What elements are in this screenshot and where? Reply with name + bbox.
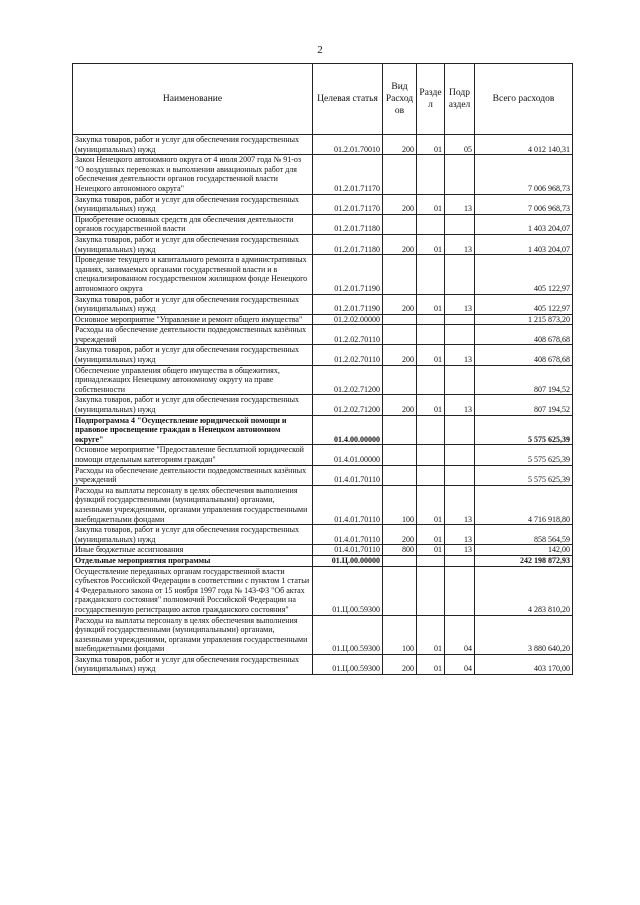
row-target-article: 01.4.01.70110 [313, 525, 383, 545]
row-section: 01 [417, 654, 445, 674]
row-subsection [445, 214, 475, 234]
row-total: 858 564,59 [475, 525, 573, 545]
table-row [73, 234, 573, 254]
row-subsection: 13 [445, 545, 475, 556]
row-subsection: 13 [445, 345, 475, 365]
row-section: 01 [417, 485, 445, 524]
row-target-article: 01.2.02.70110 [313, 345, 383, 365]
row-name: Обеспечение управления общего имущества в общежитиях, принадлежащих Ненецкому автономному округу на праве собственности [73, 365, 313, 395]
table-row [73, 555, 573, 566]
row-expense-type: 200 [383, 654, 417, 674]
row-section [417, 445, 445, 465]
header-total: Всего расходов [475, 64, 573, 135]
row-subsection [445, 566, 475, 615]
row-expense-type [383, 155, 417, 194]
row-total: 1 215 873,20 [475, 314, 573, 325]
table-row [73, 415, 573, 445]
row-section [417, 325, 445, 345]
row-target-article: 01.4.01.70110 [313, 465, 383, 485]
row-target-article: 01.4.01.70110 [313, 485, 383, 524]
row-expense-type [383, 566, 417, 615]
row-expense-type [383, 214, 417, 234]
row-total: 405 122,97 [475, 294, 573, 314]
row-name: Закупка товаров, работ и услуг для обеспечения государственных (муниципальных) нужд [73, 135, 313, 155]
table-row [73, 566, 573, 615]
row-expense-type: 200 [383, 525, 417, 545]
table-row [73, 525, 573, 545]
row-target-article: 01.4.01.00000 [313, 445, 383, 465]
row-total: 142,00 [475, 545, 573, 556]
row-expense-type [383, 415, 417, 445]
row-expense-type: 800 [383, 545, 417, 556]
header-target-article: Целевая статья [313, 64, 383, 135]
row-subsection: 13 [445, 485, 475, 524]
table-row [73, 654, 573, 674]
row-expense-type [383, 465, 417, 485]
table-row [73, 485, 573, 524]
row-name: Основное мероприятие "Предоставление бесплатной юридической помощи отдельным категориям граждан" [73, 445, 313, 465]
row-expense-type [383, 445, 417, 465]
row-name: Иные бюджетные ассигнования [73, 545, 313, 556]
row-name: Закупка товаров, работ и услуг для обеспечения государственных (муниципальных) нужд [73, 194, 313, 214]
row-name: Расходы на обеспечение деятельности подведомственных казённых учреждений [73, 325, 313, 345]
row-section: 01 [417, 615, 445, 654]
row-subsection [445, 325, 475, 345]
row-target-article: 01.2.02.70110 [313, 325, 383, 345]
row-subsection [445, 555, 475, 566]
header-expense-type: Вид Расход ов [383, 64, 417, 135]
row-total: 403 170,00 [475, 654, 573, 674]
row-name: Закупка товаров, работ и услуг для обеспечения государственных (муниципальных) нужд [73, 294, 313, 314]
row-target-article: 01.Ц.00.59300 [313, 615, 383, 654]
row-section: 01 [417, 345, 445, 365]
page-number: 2 [317, 44, 323, 56]
table-header-row [73, 64, 573, 135]
row-total: 5 575 625,39 [475, 445, 573, 465]
table-row [73, 545, 573, 556]
row-expense-type: 200 [383, 294, 417, 314]
table-row [73, 445, 573, 465]
table-row [73, 325, 573, 345]
row-expense-type [383, 255, 417, 294]
row-section [417, 555, 445, 566]
row-section: 01 [417, 395, 445, 415]
row-subsection: 13 [445, 194, 475, 214]
row-expense-type: 200 [383, 345, 417, 365]
row-name: Закупка товаров, работ и услуг для обеспечения государственных (муниципальных) нужд [73, 345, 313, 365]
row-subsection: 05 [445, 135, 475, 155]
row-target-article: 01.2.01.70010 [313, 135, 383, 155]
row-total: 807 194,52 [475, 365, 573, 395]
row-expense-type: 200 [383, 234, 417, 254]
row-subsection [445, 314, 475, 325]
row-expense-type: 200 [383, 135, 417, 155]
row-name: Проведение текущего и капитального ремонта в административных зданиях, занимаемых органами государственной власти и в специализированном государственном жилищном фонде Ненецкого автономного округа [73, 255, 313, 294]
row-expense-type [383, 555, 417, 566]
row-section: 01 [417, 194, 445, 214]
row-total: 4 012 140,31 [475, 135, 573, 155]
row-name: Закон Ненецкого автономного округа от 4 июля 2007 года № 91-оз "О воздушных перевозках и выполнении авиационных работ для обеспечения деятельности органов государственной власти Ненецкого автономного округа" [73, 155, 313, 194]
row-expense-type: 200 [383, 395, 417, 415]
row-subsection: 13 [445, 294, 475, 314]
row-total: 4 716 918,80 [475, 485, 573, 524]
row-subsection [445, 365, 475, 395]
table-row [73, 395, 573, 415]
table-row [73, 194, 573, 214]
row-name: Приобретение основных средств для обеспечения деятельности органов государственной власти [73, 214, 313, 234]
row-section: 01 [417, 294, 445, 314]
row-section [417, 415, 445, 445]
row-name: Отдельные мероприятия программы [73, 555, 313, 566]
row-target-article: 01.Ц.00.59300 [313, 654, 383, 674]
header-subsection: Подр аздел [445, 64, 475, 135]
row-expense-type [383, 325, 417, 345]
row-subsection [445, 465, 475, 485]
row-name: Закупка товаров, работ и услуг для обеспечения государственных (муниципальных) нужд [73, 234, 313, 254]
row-subsection: 04 [445, 654, 475, 674]
row-total: 5 575 625,39 [475, 415, 573, 445]
row-target-article: 01.2.02.71200 [313, 395, 383, 415]
row-total: 7 006 968,73 [475, 194, 573, 214]
row-subsection [445, 155, 475, 194]
row-subsection: 13 [445, 395, 475, 415]
row-section [417, 214, 445, 234]
table-row [73, 255, 573, 294]
row-target-article: 01.4.00.00000 [313, 415, 383, 445]
table-row [73, 465, 573, 485]
row-expense-type: 100 [383, 615, 417, 654]
row-subsection: 13 [445, 525, 475, 545]
row-target-article: 01.2.01.71190 [313, 294, 383, 314]
row-name: Закупка товаров, работ и услуг для обеспечения государственных (муниципальных) нужд [73, 395, 313, 415]
row-target-article: 01.Ц.00.00000 [313, 555, 383, 566]
row-total: 1 403 204,07 [475, 234, 573, 254]
row-target-article: 01.4.01.70110 [313, 545, 383, 556]
row-target-article: 01.2.02.71200 [313, 365, 383, 395]
row-name: Расходы на обеспечение деятельности подведомственных казённых учреждений [73, 465, 313, 485]
row-expense-type: 100 [383, 485, 417, 524]
budget-table [72, 63, 573, 675]
header-name: Наименование [73, 64, 313, 135]
row-subsection: 04 [445, 615, 475, 654]
row-expense-type: 200 [383, 194, 417, 214]
row-target-article: 01.2.01.71180 [313, 234, 383, 254]
row-subsection [445, 415, 475, 445]
table-row [73, 365, 573, 395]
row-section [417, 255, 445, 294]
table-row [73, 155, 573, 194]
row-name: Осуществление переданных органам государственной власти субъектов Российской Федерации в соответствии с пунктом 1 статьи 4 Федерального закона от 15 ноября 1997 года № 143-ФЗ "Об актах гражданского состояния" полномочий Российской Федерации на государственную регистрацию актов гражданского состояния" [73, 566, 313, 615]
row-subsection [445, 255, 475, 294]
row-total: 5 575 625,39 [475, 465, 573, 485]
row-total: 1 403 204,07 [475, 214, 573, 234]
row-name: Расходы на выплаты персоналу в целях обеспечения выполнения функций государственными (муниципальными) органами, казенными учреждениями, органами управления государственными внебюджетными фондами [73, 485, 313, 524]
row-expense-type [383, 365, 417, 395]
table-row [73, 345, 573, 365]
row-section: 01 [417, 545, 445, 556]
row-section: 01 [417, 234, 445, 254]
row-target-article: 01.2.01.71170 [313, 194, 383, 214]
row-target-article: 01.2.01.71180 [313, 214, 383, 234]
row-section [417, 566, 445, 615]
row-name: Закупка товаров, работ и услуг для обеспечения государственных (муниципальных) нужд [73, 525, 313, 545]
table-row [73, 135, 573, 155]
row-total: 408 678,68 [475, 325, 573, 345]
row-section [417, 365, 445, 395]
row-total: 405 122,97 [475, 255, 573, 294]
table-row [73, 615, 573, 654]
row-total: 807 194,52 [475, 395, 573, 415]
row-section [417, 314, 445, 325]
table-row [73, 314, 573, 325]
row-total: 3 880 640,20 [475, 615, 573, 654]
row-target-article: 01.2.01.71170 [313, 155, 383, 194]
row-subsection [445, 445, 475, 465]
table-row [73, 294, 573, 314]
row-target-article: 01.2.02.00000 [313, 314, 383, 325]
row-name: Подпрограмма 4 "Осуществление юридической помощи и правовое просвещение граждан в Ненецком автономном округе" [73, 415, 313, 445]
header-section: Разде л [417, 64, 445, 135]
row-section: 01 [417, 525, 445, 545]
row-section [417, 465, 445, 485]
row-total: 408 678,68 [475, 345, 573, 365]
row-subsection: 13 [445, 234, 475, 254]
row-expense-type [383, 314, 417, 325]
row-total: 7 006 968,73 [475, 155, 573, 194]
row-section [417, 155, 445, 194]
row-name: Основное мероприятие "Управление и ремонт общего имущества" [73, 314, 313, 325]
table-row [73, 214, 573, 234]
row-name: Закупка товаров, работ и услуг для обеспечения государственных (муниципальных) нужд [73, 654, 313, 674]
row-total: 4 283 810,20 [475, 566, 573, 615]
row-target-article: 01.2.01.71190 [313, 255, 383, 294]
row-section: 01 [417, 135, 445, 155]
row-target-article: 01.Ц.00.59300 [313, 566, 383, 615]
row-name: Расходы на выплаты персоналу в целях обеспечения выполнения функций государственными (муниципальными) органами, казенными учреждениями, органами управления государственными внебюджетными фондами [73, 615, 313, 654]
row-total: 242 198 872,93 [475, 555, 573, 566]
